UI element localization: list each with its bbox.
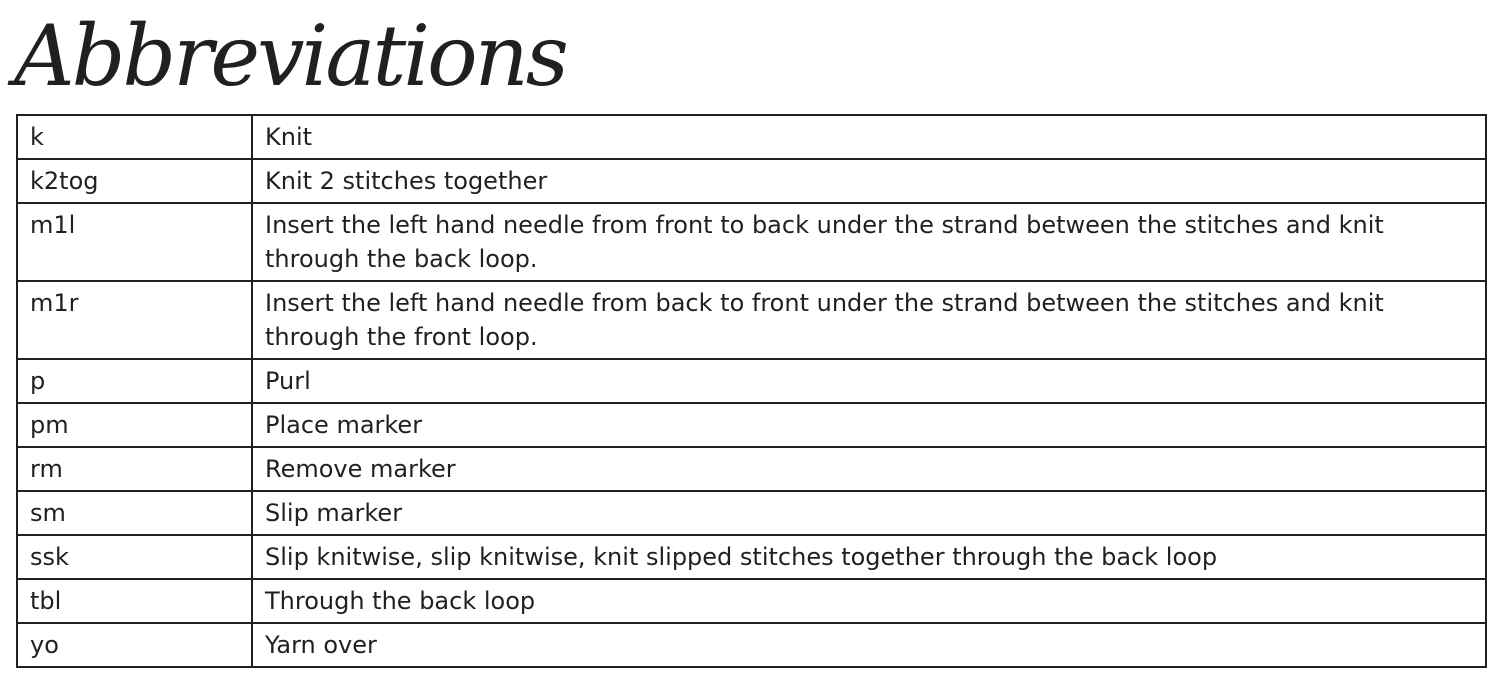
abbreviation-term: k <box>17 115 252 159</box>
abbreviation-term: sm <box>17 491 252 535</box>
abbreviation-definition: Through the back loop <box>252 579 1486 623</box>
abbreviation-definition: Remove marker <box>252 447 1486 491</box>
abbreviation-term: m1r <box>17 281 252 359</box>
abbreviation-definition: Slip marker <box>252 491 1486 535</box>
table-row <box>17 203 1486 281</box>
abbreviation-definition: Knit <box>252 115 1486 159</box>
page-title: Abbreviations <box>14 7 566 105</box>
abbreviation-definition: Purl <box>252 359 1486 403</box>
abbreviation-definition: Knit 2 stitches together <box>252 159 1486 203</box>
abbreviation-definition: Yarn over <box>252 623 1486 667</box>
abbreviation-term: p <box>17 359 252 403</box>
abbreviation-definition: Slip knitwise, slip knitwise, knit slipped stitches together through the back loop <box>252 535 1486 579</box>
table-row <box>17 403 1486 447</box>
table-row <box>17 447 1486 491</box>
table-row <box>17 491 1486 535</box>
table-row <box>17 281 1486 359</box>
abbreviation-term: rm <box>17 447 252 491</box>
abbreviation-term: yo <box>17 623 252 667</box>
abbreviation-term: pm <box>17 403 252 447</box>
abbreviation-definition: Insert the left hand needle from front to back under the strand between the stitches and knit through the back loop. <box>252 203 1486 281</box>
abbreviations-table <box>16 114 1487 668</box>
abbreviation-term: ssk <box>17 535 252 579</box>
table-row <box>17 359 1486 403</box>
table-row <box>17 623 1486 667</box>
abbreviation-definition: Insert the left hand needle from back to front under the strand between the stitches and knit through the front loop. <box>252 281 1486 359</box>
abbreviation-term: k2tog <box>17 159 252 203</box>
table-row <box>17 535 1486 579</box>
table-row <box>17 159 1486 203</box>
abbreviation-definition: Place marker <box>252 403 1486 447</box>
abbreviation-term: tbl <box>17 579 252 623</box>
abbreviation-term: m1l <box>17 203 252 281</box>
table-row <box>17 579 1486 623</box>
table-row <box>17 115 1486 159</box>
